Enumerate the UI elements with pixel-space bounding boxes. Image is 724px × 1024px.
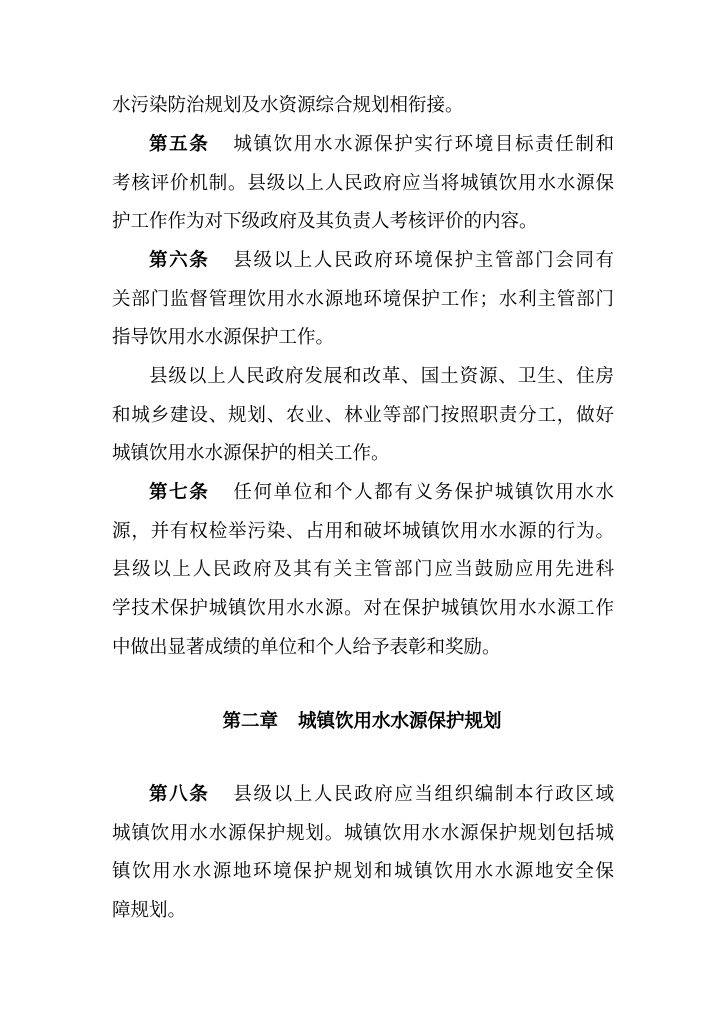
- article-5-line-2: 考核评价机制。县级以上人民政府应当将城镇饮用水水源保: [112, 173, 614, 194]
- article-7-line-2: 源，并有权检举污染、占用和破坏城镇饮用水水源的行为。: [112, 521, 614, 542]
- chapter-title: 城镇饮用水水源保护规划: [298, 711, 502, 732]
- article-8-line-2: 城镇饮用水水源保护规划。城镇饮用水水源保护规划包括城: [112, 823, 614, 844]
- article-8-line-1: [149, 783, 614, 807]
- article-6-text: 县级以上人民政府环境保护主管部门会同有: [233, 250, 614, 271]
- article-6-line-3: 指导饮用水水源保护工作。: [112, 327, 335, 348]
- article-7-line-4: 学技术保护城镇饮用水水源。对在保护城镇饮用水水源工作: [112, 598, 614, 619]
- article-8-line-3: 镇饮用水水源地环境保护规划和城镇饮用水水源地安全保: [112, 861, 614, 882]
- paragraph-line: 城镇饮用水水源保护的相关工作。: [112, 443, 390, 464]
- article-5-text: 城镇饮用水水源保护实行环境目标责任制和: [233, 134, 614, 155]
- chapter-number: 第二章: [222, 711, 278, 732]
- article-7-label: 第七条: [149, 482, 210, 503]
- paragraph-line: 县级以上人民政府发展和改革、国土资源、卫生、住房: [149, 366, 614, 387]
- article-8-label: 第八条: [149, 784, 210, 805]
- article-5-line-3: 护工作作为对下级政府及其负责人考核评价的内容。: [112, 211, 538, 232]
- article-7-line-1: [149, 481, 614, 505]
- article-6-label: 第六条: [149, 250, 210, 271]
- article-8-text: 县级以上人民政府应当组织编制本行政区域: [233, 784, 614, 805]
- article-7-line-5: 中做出显著成绩的单位和个人给予表彰和奖励。: [112, 637, 501, 658]
- article-5-line-1: [149, 133, 614, 157]
- article-8-line-4: 障规划。: [112, 900, 187, 921]
- article-5-label: 第五条: [149, 134, 210, 155]
- paragraph-line: 水污染防治规划及水资源综合规划相衔接。: [112, 95, 464, 116]
- paragraph-line: 和城乡建设、规划、农业、林业等部门按照职责分工，做好: [112, 405, 614, 426]
- article-6-line-2: 关部门监督管理饮用水水源地环境保护工作；水利主管部门: [112, 289, 614, 310]
- article-6-line-1: [149, 249, 614, 273]
- chapter-heading: [0, 710, 724, 734]
- article-7-line-3: 县级以上人民政府及其有关主管部门应当鼓励应用先进科: [112, 559, 614, 580]
- article-7-text: 任何单位和个人都有义务保护城镇饮用水水: [233, 482, 614, 503]
